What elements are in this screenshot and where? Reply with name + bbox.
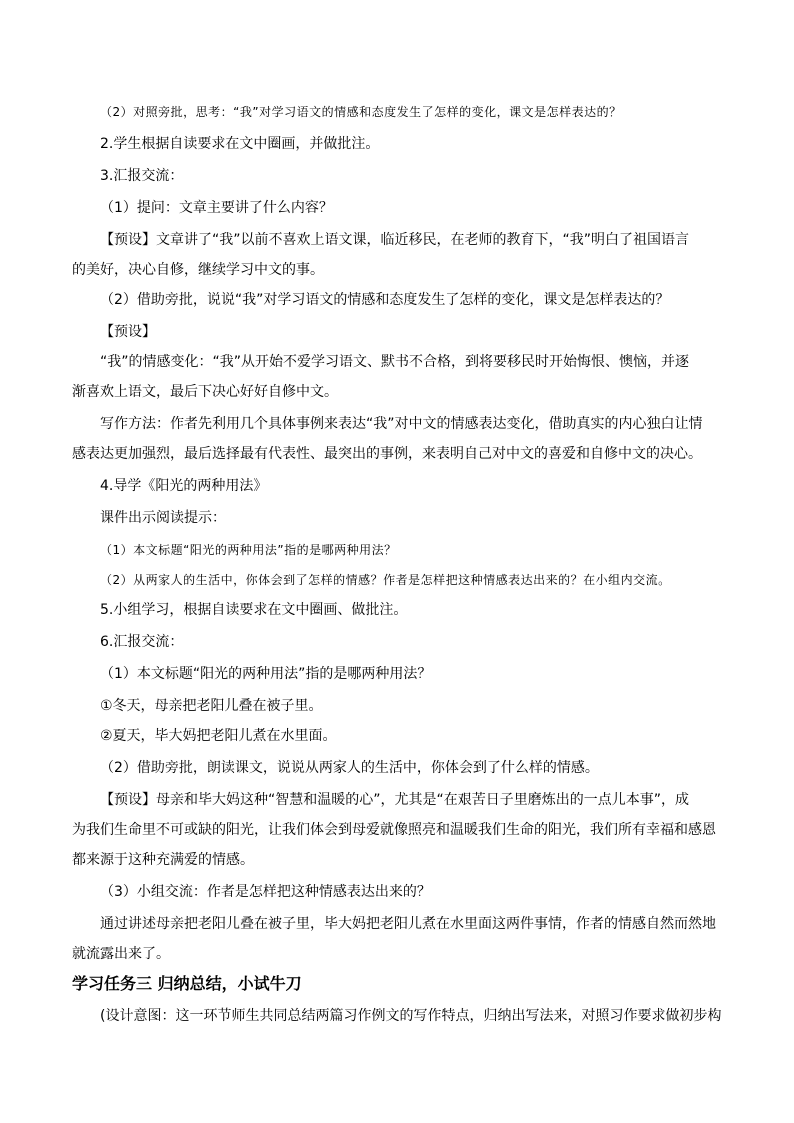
paragraph-line: 【预设】文章讲了“我”以前不喜欢上语文课，临近移民，在老师的教育下，“我”明白了祖国语言 [100, 232, 690, 248]
paragraph-line: 4.导学《阳光的两种用法》 [100, 478, 268, 494]
paragraph-line: 【预设】母亲和毕大妈这种“智慧和温暖的心”，尤其是“在艰苦日子里磨炼出的一点儿本事”，成 [100, 792, 690, 808]
paragraph-line: “我”的情感变化：“我”从开始不爱学习语文、默书不合格，到将要移民时开始悔恨、懊恼，并逐 [100, 354, 690, 370]
paragraph-line: 通过讲述母亲把老阳儿叠在被子里，毕大妈把老阳儿煮在水里面这两件事情，作者的情感自然而然地 [100, 916, 716, 932]
paragraph-line: （2）借助旁批，说说“我”对学习语文的情感和态度发生了怎样的变化，课文是怎样表达的？ [100, 292, 670, 308]
paragraph-line: （2）借助旁批，朗读课文，说说从两家人的生活中，你体会到了什么样的情感。 [100, 760, 599, 776]
paragraph-line: 就流露出来了。 [72, 946, 170, 962]
paragraph-line: 课件出示阅读提示： [100, 510, 226, 526]
paragraph-line: 3.汇报交流： [100, 168, 184, 184]
paragraph-line: 的美好，决心自修，继续学习中文的事。 [72, 262, 324, 278]
paragraph-line: 都来源于这种充满爱的情感。 [72, 852, 254, 868]
paragraph-line: （1）本文标题“阳光的两种用法”指的是哪两种用法？ [100, 666, 432, 682]
paragraph-line: 为我们生命里不可或缺的阳光，让我们体会到母爱就像照亮和温暖我们生命的阳光，我们所有幸福和感恩 [72, 822, 716, 838]
paragraph-line: （1）本文标题“阳光的两种用法”指的是哪两种用法？ [100, 543, 397, 557]
paragraph-line: 渐喜欢上语文，最后下决心好好自修中文。 [72, 384, 338, 400]
section-heading: 学习任务三 归纳总结，小试牛刀 [72, 974, 302, 993]
paragraph-line: 2.学生根据自读要求在文中圈画，并做批注。 [100, 136, 380, 152]
paragraph-line: ②夏天，毕大妈把老阳儿煮在水里面。 [100, 728, 337, 744]
paragraph-line: （2）对照旁批，思考：“我”对学习语文的情感和态度发生了怎样的变化，课文是怎样表达的？ [100, 105, 622, 119]
paragraph-line: 5.小组学习，根据自读要求在文中圈画、做批注。 [100, 602, 408, 618]
paragraph-line: 写作方法：作者先利用几个具体事例来表达“我”对中文的情感表达变化，借助真实的内心独白让情 [100, 416, 703, 432]
paragraph-line: （3）小组交流：作者是怎样把这种情感表达出来的？ [100, 884, 431, 900]
paragraph-line: 【预设】 [100, 324, 156, 340]
paragraph-line: 感表达更加强烈，最后选择最有代表性、最突出的事例，来表明自己对中文的喜爱和自修中文的决心。 [72, 446, 702, 462]
paragraph-line: ①冬天，母亲把老阳儿叠在被子里。 [100, 698, 323, 714]
paragraph-line: 6.汇报交流： [100, 634, 184, 650]
paragraph-line: （2）从两家人的生活中，你体会到了怎样的情感？作者是怎样把这种情感表达出来的？在小组内交流。 [100, 573, 671, 587]
paragraph-line: (设计意图：这一环节师生共同总结两篇习作例文的写作特点，归纳出写法来，对照习作要求做初步构 [100, 1008, 722, 1024]
paragraph-line: （1）提问：文章主要讲了什么内容？ [100, 200, 333, 216]
